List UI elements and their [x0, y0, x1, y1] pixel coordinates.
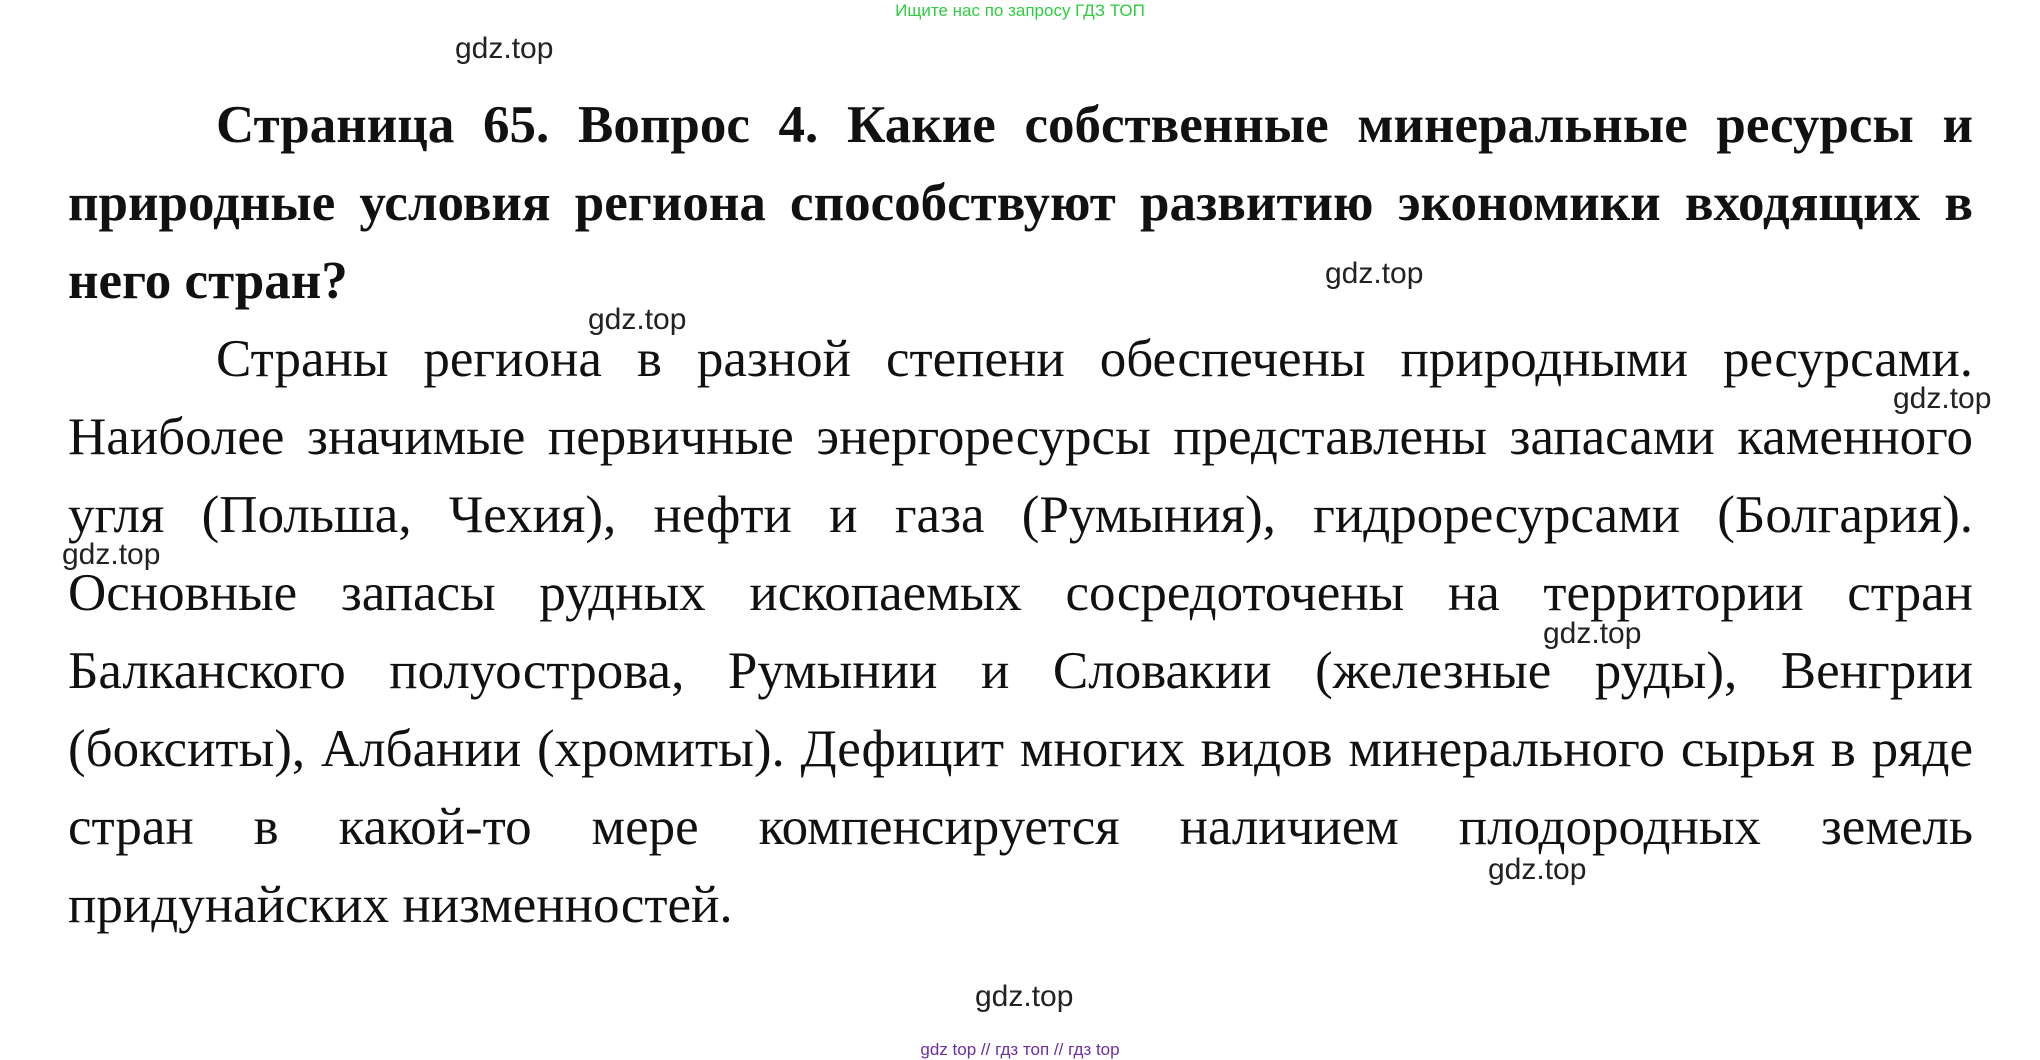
document-body	[68, 86, 1973, 944]
watermark: gdz.top	[1543, 617, 1642, 650]
watermark: gdz.top	[455, 32, 554, 65]
footer-links: gdz top // гдз топ // гдз top	[920, 1040, 1120, 1059]
watermark: gdz.top	[1325, 257, 1424, 290]
top-banner: Ищите нас по запросу ГДЗ ТОП	[895, 1, 1145, 20]
watermark: gdz.top	[1893, 382, 1992, 415]
answer-paragraph: Страны региона в разной степени обеспечены природными ресурсами. Наиболее значимые первичные энергоресурсы представлены запасами каменного угля (Польша, Чехия), нефти и газа (Румыния), гидроресурсами (Болгария). Основные запасы рудных ископаемых сосредоточены на территории стран Балканского полуострова, Румынии и Словакии (железные руды), Венгрии (бокситы), Албании (хромиты). Дефицит многих видов минерального сырья в ряде стран в какой-то мере компенсируется наличием плодородных земель придунайских низменностей.	[68, 330, 1973, 934]
watermark: gdz.top	[62, 538, 161, 571]
watermark: gdz.top	[1488, 853, 1587, 886]
watermark: gdz.top	[588, 303, 687, 336]
question-heading: Страница 65. Вопрос 4. Какие собственные минеральные ресурсы и природные условия региона способствуют развитию экономики входящих в него стран?	[68, 96, 1973, 310]
watermark: gdz.top	[975, 980, 1074, 1013]
